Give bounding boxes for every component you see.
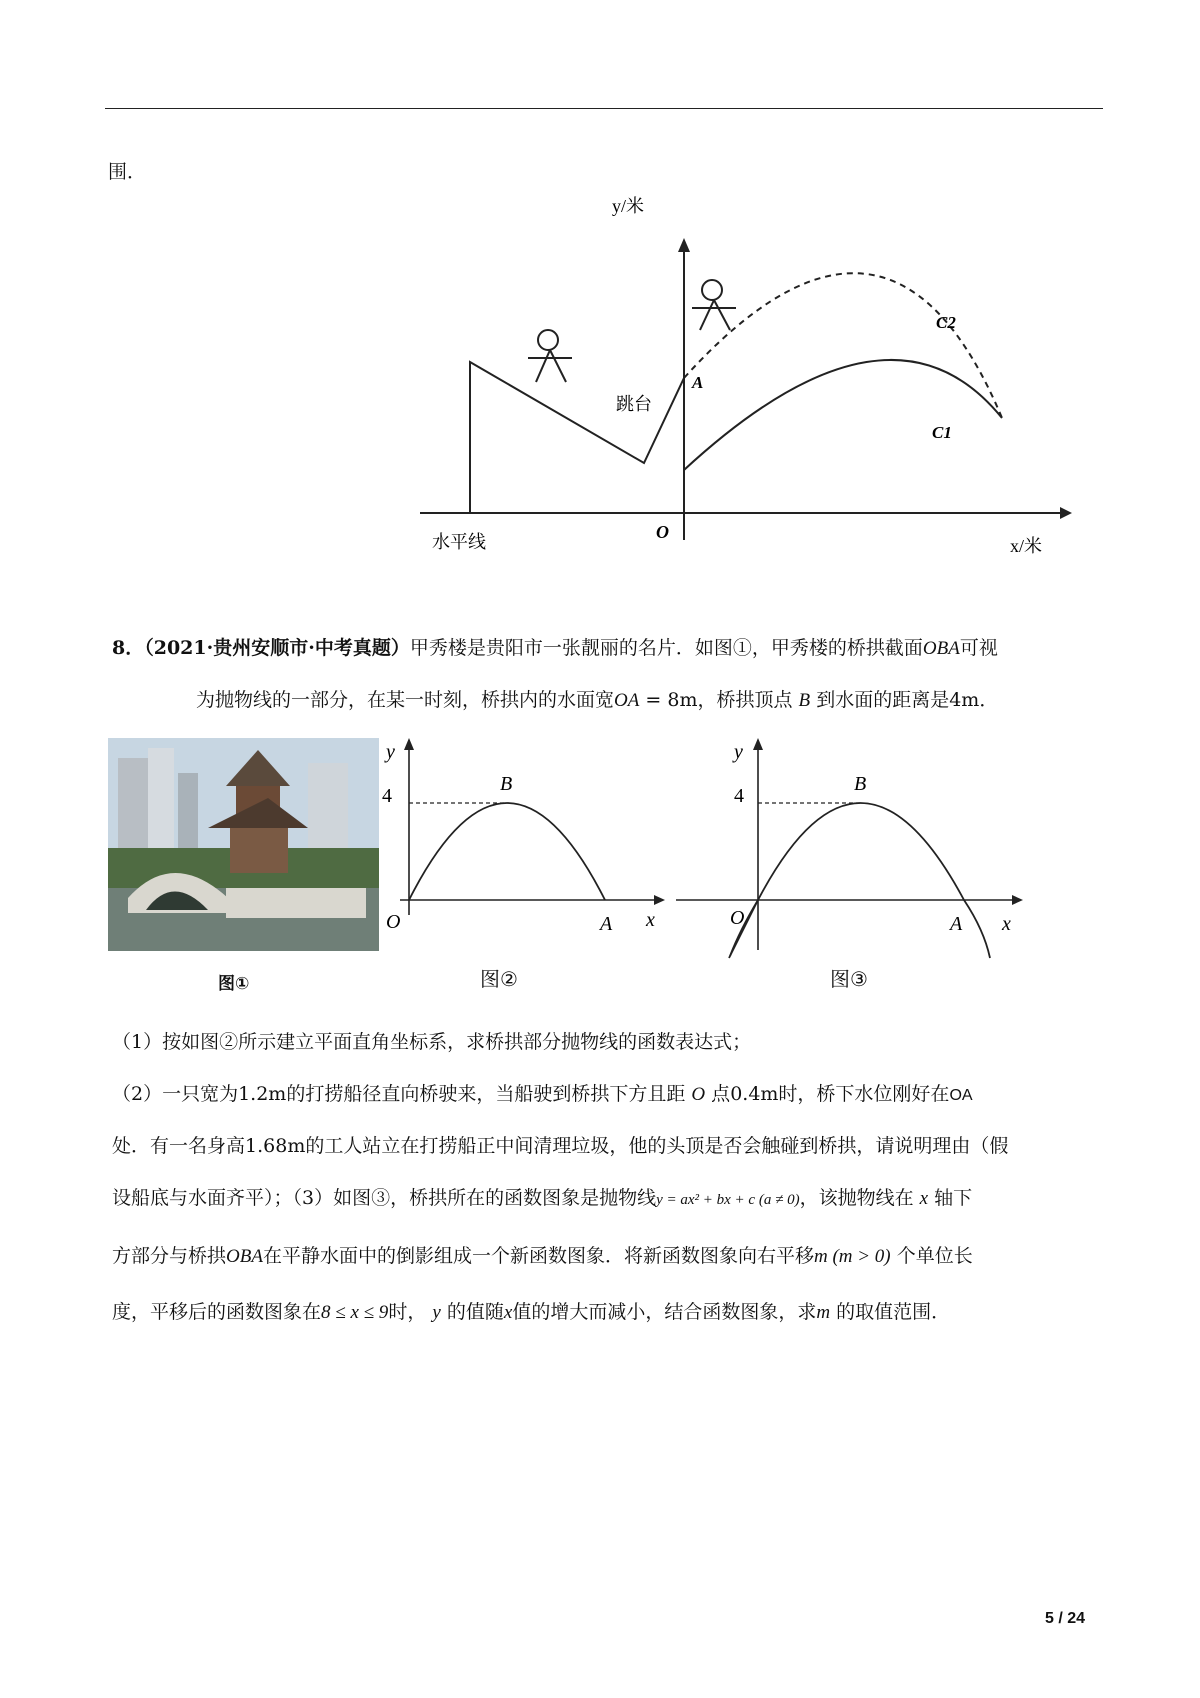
fig2-b-label: B (500, 773, 513, 795)
horizon-label: 水平线 (432, 532, 486, 552)
curve-c1-label: C1 (932, 423, 952, 442)
prev-question-tail: 围． (108, 161, 147, 183)
jiaxiu-tower-photo (108, 738, 379, 951)
point-a-label: A (692, 373, 704, 392)
fig2-parabola (380, 730, 680, 950)
part-2-line1: （2）一只宽为1.2m的打捞船径直向桥驶来，当船驶到桥拱下方且距 O 点0.4m时，桥下水位刚好在OA (112, 1083, 973, 1105)
fig2-tick-4: 4 (382, 785, 392, 807)
fig3-a-label: A (950, 913, 963, 935)
skier-1-icon (528, 330, 572, 382)
fig3-tick-4: 4 (734, 785, 744, 807)
fig3-o-label: O (730, 907, 745, 929)
origin-label: O (656, 522, 669, 542)
question-8-line2: 为抛物线的一部分，在某一时刻，桥拱内的水面宽OA = 8m，桥拱顶点 B 到水面的距离是4m． (196, 689, 999, 711)
axis-x-label: x/米 (1010, 536, 1043, 556)
fig3-b-label: B (854, 773, 867, 795)
page-number: 5 / 24 (1045, 1610, 1086, 1627)
fig1-caption: 图① (218, 974, 250, 994)
fig2-o-label: O (386, 911, 401, 933)
fig3-x-label: x (1002, 913, 1011, 935)
part-1: （1）按如图②所示建立平面直角坐标系，求桥拱部分抛物线的函数表达式； (112, 1031, 752, 1053)
part-3-line1: 设船底与水面齐平）；（3）如图③，桥拱所在的函数图象是抛物线y = ax² + bx + c (a ≠ 0)，该抛物线在 x 轴下 (112, 1187, 973, 1209)
fig3-parabola (672, 730, 1042, 970)
fig2-x-label: x (646, 909, 655, 931)
platform-label: 跳台 (616, 394, 652, 414)
curve-c2-label: C2 (936, 313, 956, 332)
part-3-line3: 度，平移后的函数图象在8 ≤ x ≤ 9时， y 的值随x值的增大而减小，结合函数图象，求m 的取值范围． (112, 1301, 951, 1323)
fig3-y-label: y (734, 741, 743, 763)
axis-y-label: y/米 (612, 196, 645, 216)
fig2-a-label: A (600, 913, 613, 935)
ski-jump-figure (420, 196, 1100, 570)
question-8-line1: 8．（2021·贵州安顺市·中考真题）甲秀楼是贵阳市一张靓丽的名片．如图①，甲秀楼的桥拱截面OBA可视 (112, 637, 998, 659)
fig2-caption: 图② (480, 967, 518, 991)
skier-2-icon (692, 280, 736, 330)
header-rule (105, 108, 1103, 109)
fig3-caption: 图③ (830, 967, 868, 991)
fig2-y-label: y (386, 741, 395, 763)
part-2-line2: 处．有一名身高1.68m的工人站立在打捞船正中间清理垃圾，他的头顶是否会触碰到桥拱，请说明理由（假 (112, 1135, 1009, 1157)
part-3-line2: 方部分与桥拱OBA在平静水面中的倒影组成一个新函数图象．将新函数图象向右平移m (m > 0) 个单位长 (112, 1245, 973, 1267)
